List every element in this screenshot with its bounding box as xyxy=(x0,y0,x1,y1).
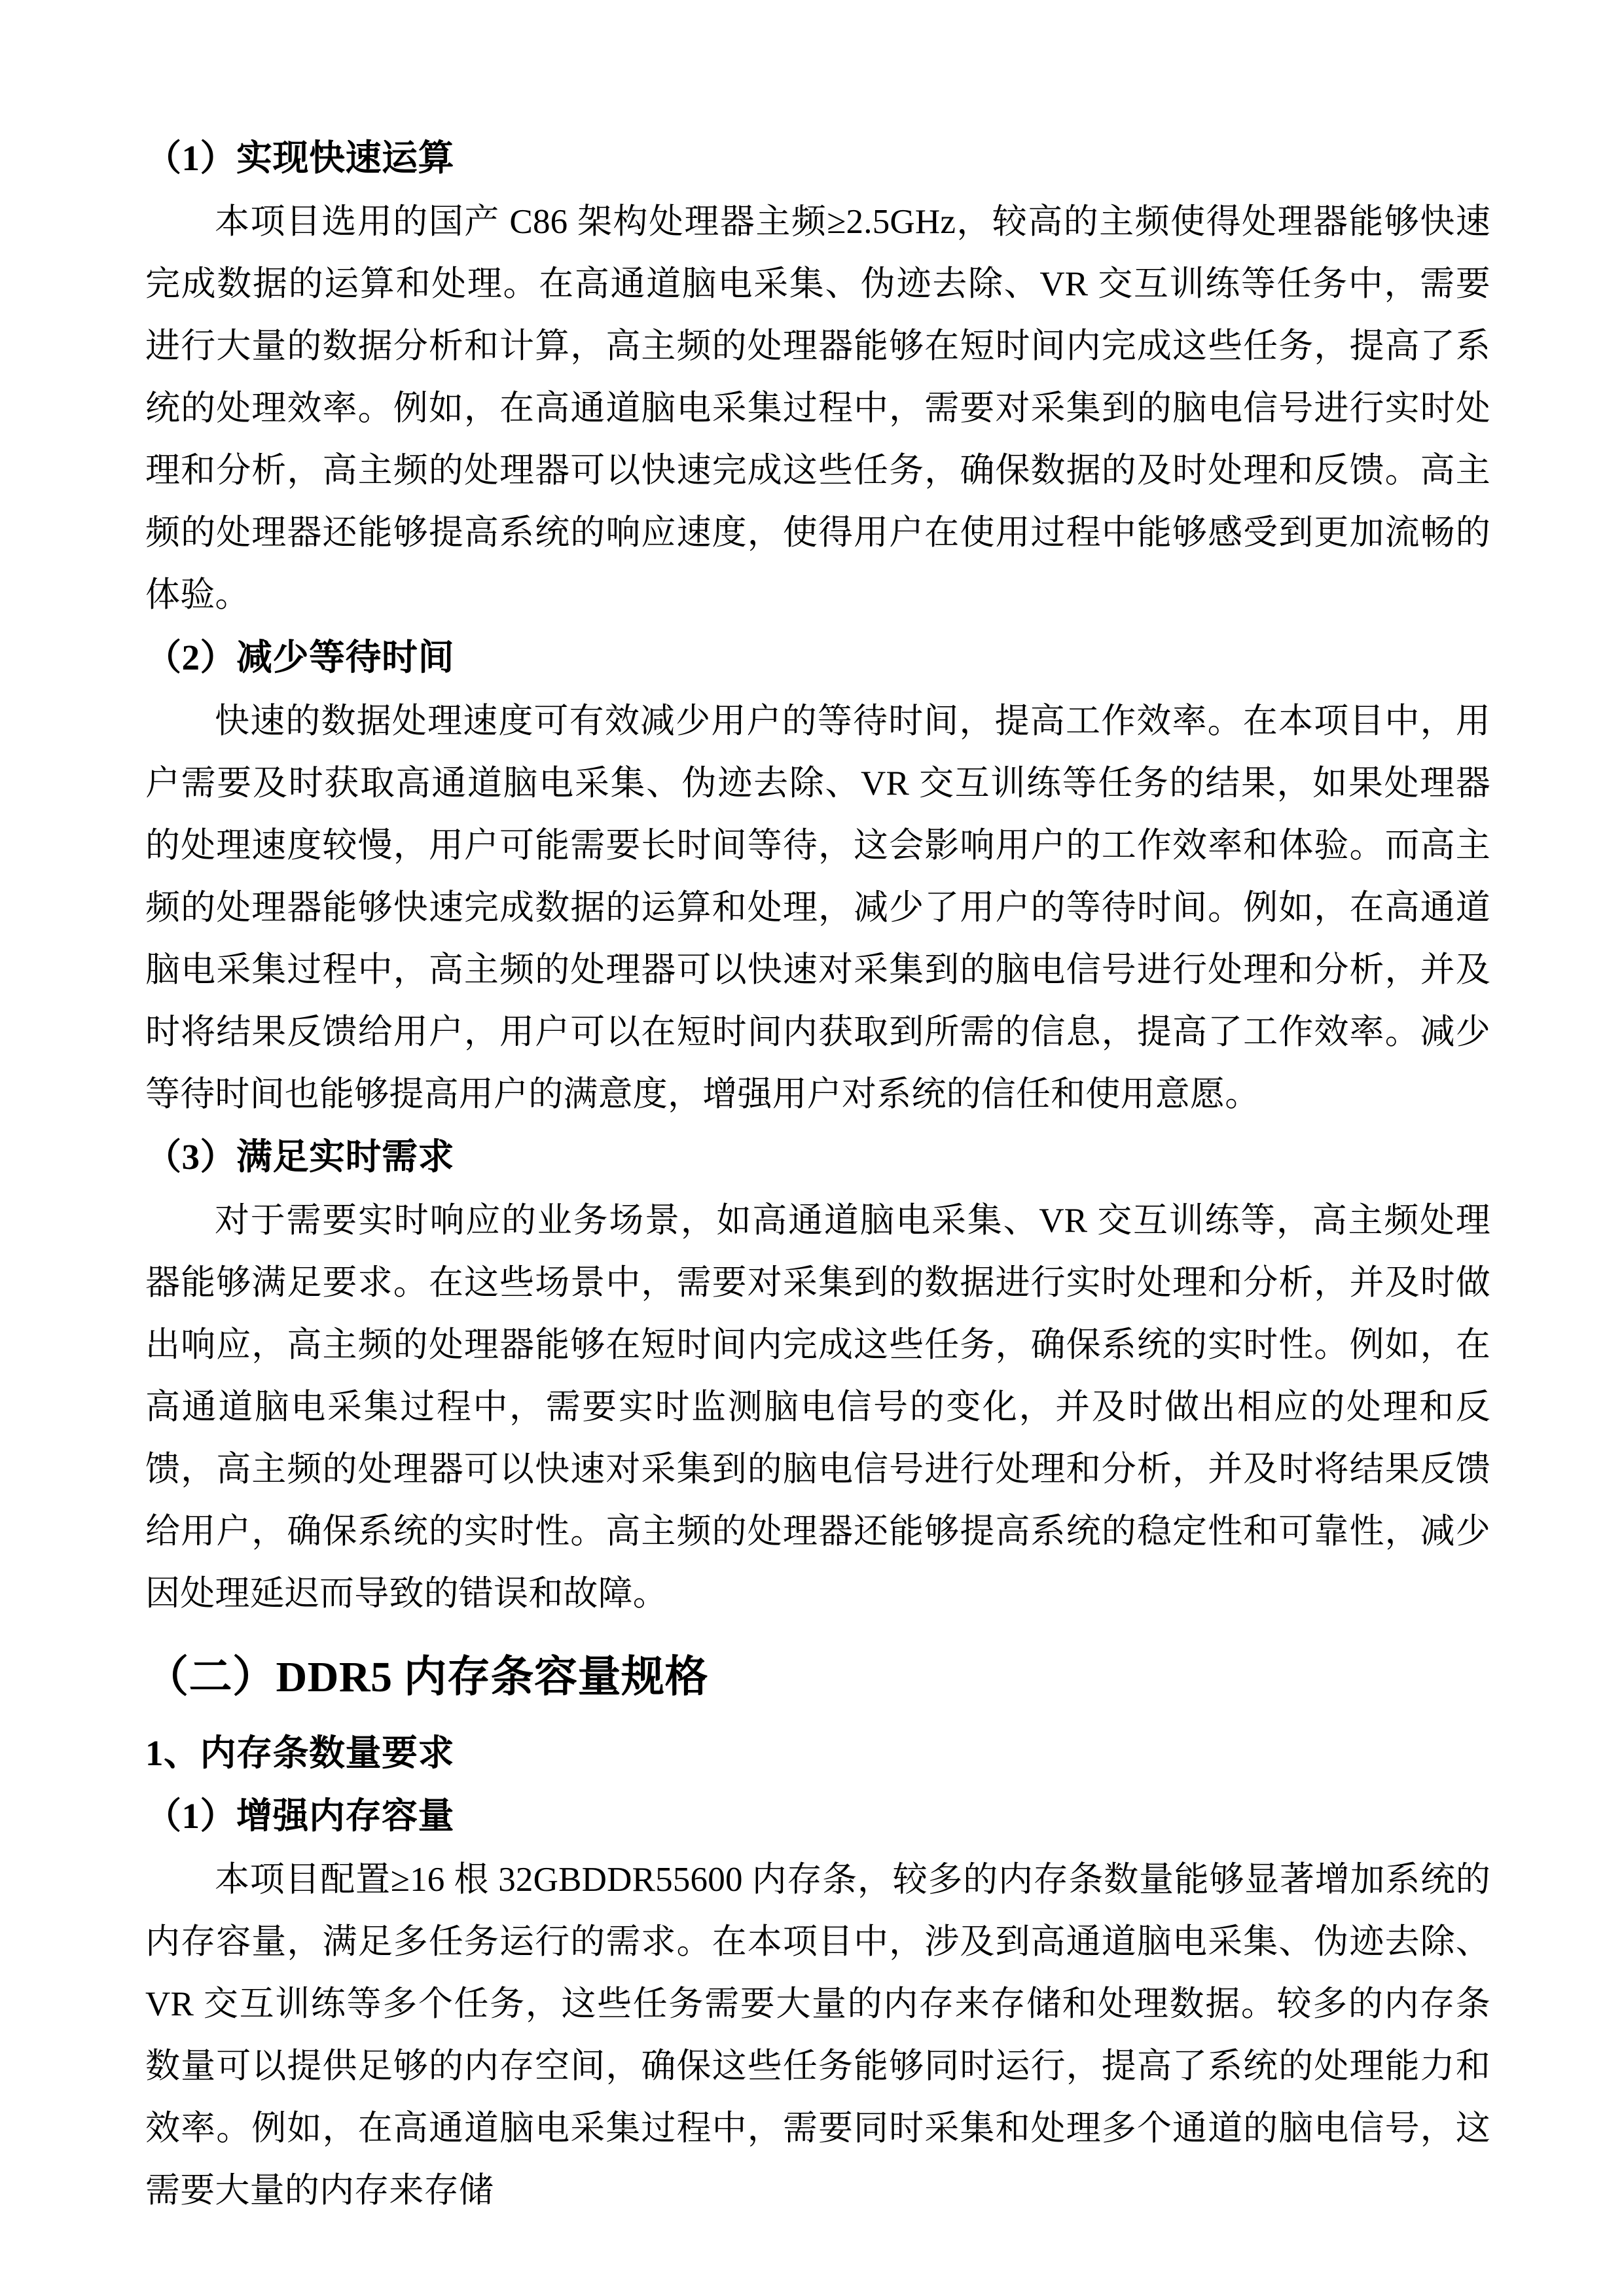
document-content xyxy=(145,128,1490,2222)
paragraph-meet-realtime-requirements: 对于需要实时响应的业务场景，如高通道脑电采集、VR 交互训练等，高主频处理器能够满足要求。在这些场景中，需要对采集到的数据进行实时处理和分析，并及时做出响应，高主频的处理器能够在短时间内完成这些任务，确保系统的实时性。例如，在高通道脑电采集过程中，需要实时监测脑电信号的变化，并及时做出相应的处理和反馈，高主频的处理器可以快速对采集到的脑电信号进行处理和分析，并及时将结果反馈给用户，确保系统的实时性。高主频的处理器还能够提高系统的稳定性和可靠性，减少因处理延迟而导致的错误和故障。 xyxy=(145,1202,1490,1613)
heading-enhance-memory-capacity: （1）增强内存容量 xyxy=(145,1796,455,1836)
paragraph-implement-fast-computation: 本项目选用的国产 C86 架构处理器主频≥2.5GHz，较高的主频使得处理器能够快速完成数据的运算和处理。在高通道脑电采集、伪迹去除、VR 交互训练等任务中，需要进行大量的数据分析和计算，高主频的处理器能够在短时间内完成这些任务，提高了系统的处理效率。例如，在高通道脑电采集过程中，需要对采集到的脑电信号进行实时处理和分析，高主频的处理器可以快速完成这些任务，确保数据的及时处理和反馈。高主频的处理器还能够提高系统的响应速度，使得用户在使用过程中能够感受到更加流畅的体验。 xyxy=(145,203,1490,614)
paragraph-reduce-waiting-time: 快速的数据处理速度可有效减少用户的等待时间，提高工作效率。在本项目中，用户需要及时获取高通道脑电采集、伪迹去除、VR 交互训练等任务的结果，如果处理器的处理速度较慢，用户可能需要长时间等待，这会影响用户的工作效率和体验。而高主频的处理器能够快速完成数据的运算和处理，减少了用户的等待时间。例如，在高通道脑电采集过程中，高主频的处理器可以快速对采集到的脑电信号进行处理和分析，并及时将结果反馈给用户，用户可以在短时间内获取到所需的信息，提高了工作效率。减少等待时间也能够提高用户的满意度，增强用户对系统的信任和使用意愿。 xyxy=(145,702,1490,1113)
heading-meet-realtime-requirements: （3）满足实时需求 xyxy=(145,1137,455,1177)
section-heading-ddr5-capacity-spec: （二）DDR5 内存条容量规格 xyxy=(145,1653,708,1701)
paragraph-enhance-memory-capacity: 本项目配置≥16 根 32GBDDR55600 内存条，较多的内存条数量能够显著增加系统的内存容量，满足多任务运行的需求。在本项目中，涉及到高通道脑电采集、伪迹去除、VR 交互训练等多个任务，这些任务需要大量的内存来存储和处理数据。较多的内存条数量可以提供足够的内存空间，确保这些任务能够同时运行，提高了系统的处理能力和效率。例如，在高通道脑电采集过程中，需要同时采集和处理多个通道的脑电信号，这需要大量的内存来存储 xyxy=(145,1861,1490,2210)
heading-implement-fast-computation: （1）实现快速运算 xyxy=(145,138,455,178)
heading-reduce-waiting-time: （2）减少等待时间 xyxy=(145,637,455,677)
heading-memory-module-count-requirement: 1、内存条数量要求 xyxy=(145,1733,455,1773)
